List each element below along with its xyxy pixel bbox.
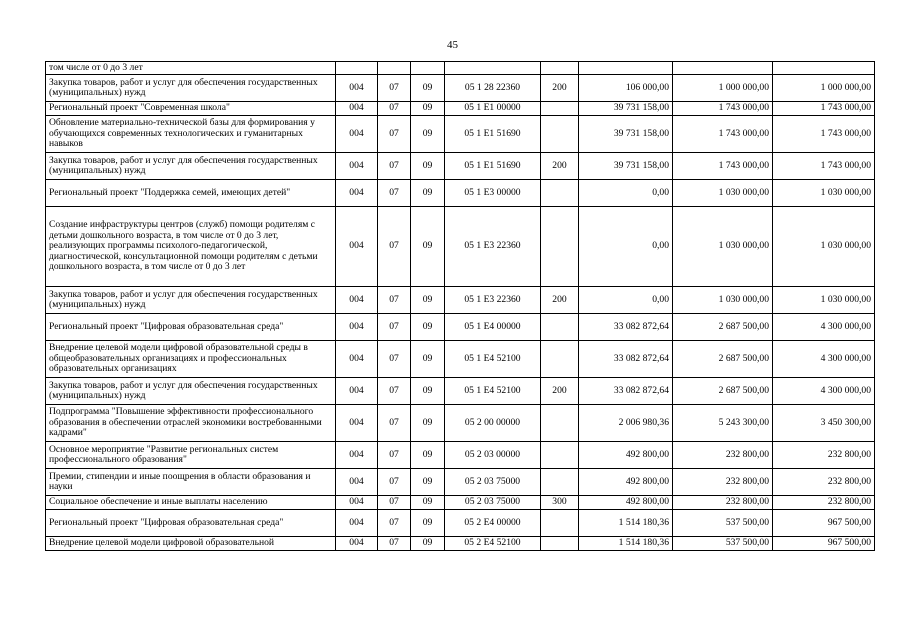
cell-csr: 05 1 E1 51690 bbox=[445, 116, 541, 153]
table-row bbox=[46, 207, 875, 287]
cell-name: Премии, стипендии и иные поощрения в области образования и науки bbox=[46, 469, 336, 496]
cell-pr: 09 bbox=[411, 116, 445, 153]
cell-rz: 07 bbox=[378, 496, 411, 510]
cell-sum-2: 1 743 000,00 bbox=[673, 102, 773, 116]
cell-vr bbox=[541, 116, 579, 153]
cell-csr: 05 1 28 22360 bbox=[445, 75, 541, 102]
cell-sum-1: 39 731 158,00 bbox=[579, 116, 673, 153]
cell-name: Социальное обеспечение и иные выплаты населению bbox=[46, 496, 336, 510]
cell-sum-2: 1 000 000,00 bbox=[673, 75, 773, 102]
cell-pr: 09 bbox=[411, 180, 445, 207]
cell-sum-3: 1 743 000,00 bbox=[773, 116, 875, 153]
cell-rz: 07 bbox=[378, 405, 411, 442]
cell-sum-1: 1 514 180,36 bbox=[579, 537, 673, 551]
cell-sum-1: 33 082 872,64 bbox=[579, 314, 673, 341]
table-row bbox=[46, 102, 875, 116]
cell-vr bbox=[541, 180, 579, 207]
cell-vr: 200 bbox=[541, 75, 579, 102]
cell-csr: 05 1 E1 00000 bbox=[445, 102, 541, 116]
cell-vr bbox=[541, 405, 579, 442]
cell-sum-3: 1 000 000,00 bbox=[773, 75, 875, 102]
cell-csr: 05 1 E4 52100 bbox=[445, 341, 541, 378]
table-row bbox=[46, 442, 875, 469]
cell-sum-2: 2 687 500,00 bbox=[673, 314, 773, 341]
cell-rz bbox=[378, 62, 411, 75]
cell-pr: 09 bbox=[411, 341, 445, 378]
cell-name: том числе от 0 до 3 лет bbox=[46, 62, 336, 75]
cell-sum-1: 1 514 180,36 bbox=[579, 510, 673, 537]
cell-sum-3 bbox=[773, 62, 875, 75]
cell-pr: 09 bbox=[411, 207, 445, 287]
cell-rz: 07 bbox=[378, 153, 411, 180]
cell-vr: 300 bbox=[541, 496, 579, 510]
page-number: 45 bbox=[447, 39, 458, 51]
cell-sum-1: 0,00 bbox=[579, 287, 673, 314]
cell-vr bbox=[541, 510, 579, 537]
cell-sum-3: 1 030 000,00 bbox=[773, 207, 875, 287]
cell-vr bbox=[541, 341, 579, 378]
cell-csr: 05 2 00 00000 bbox=[445, 405, 541, 442]
table-row bbox=[46, 378, 875, 405]
cell-sum-2: 1 030 000,00 bbox=[673, 180, 773, 207]
cell-rz: 07 bbox=[378, 116, 411, 153]
cell-vr: 200 bbox=[541, 378, 579, 405]
cell-sum-1: 106 000,00 bbox=[579, 75, 673, 102]
cell-sum-1: 492 800,00 bbox=[579, 496, 673, 510]
cell-sum-1 bbox=[579, 62, 673, 75]
cell-sum-3: 967 500,00 bbox=[773, 510, 875, 537]
cell-sum-2: 2 687 500,00 bbox=[673, 341, 773, 378]
cell-rz: 07 bbox=[378, 537, 411, 551]
cell-vr bbox=[541, 62, 579, 75]
cell-ved: 004 bbox=[336, 314, 378, 341]
cell-vr bbox=[541, 102, 579, 116]
cell-rz: 07 bbox=[378, 102, 411, 116]
cell-vr bbox=[541, 314, 579, 341]
cell-rz: 07 bbox=[378, 442, 411, 469]
cell-csr: 05 2 03 75000 bbox=[445, 469, 541, 496]
cell-sum-1: 492 800,00 bbox=[579, 469, 673, 496]
cell-sum-3: 1 743 000,00 bbox=[773, 153, 875, 180]
cell-pr: 09 bbox=[411, 510, 445, 537]
cell-sum-3: 967 500,00 bbox=[773, 537, 875, 551]
table-row bbox=[46, 510, 875, 537]
cell-name: Закупка товаров, работ и услуг для обеспечения государственных (муниципальных) нужд bbox=[46, 378, 336, 405]
table-row bbox=[46, 62, 875, 75]
cell-name: Закупка товаров, работ и услуг для обеспечения государственных (муниципальных) нужд bbox=[46, 75, 336, 102]
table-row bbox=[46, 537, 875, 551]
cell-ved: 004 bbox=[336, 75, 378, 102]
cell-sum-1: 0,00 bbox=[579, 207, 673, 287]
cell-csr: 05 1 E4 00000 bbox=[445, 314, 541, 341]
cell-sum-1: 492 800,00 bbox=[579, 442, 673, 469]
cell-sum-3: 4 300 000,00 bbox=[773, 341, 875, 378]
cell-sum-3: 1 743 000,00 bbox=[773, 102, 875, 116]
cell-sum-3: 4 300 000,00 bbox=[773, 378, 875, 405]
cell-csr: 05 1 E4 52100 bbox=[445, 378, 541, 405]
table-row bbox=[46, 287, 875, 314]
cell-sum-2: 232 800,00 bbox=[673, 496, 773, 510]
cell-pr: 09 bbox=[411, 287, 445, 314]
cell-sum-3: 4 300 000,00 bbox=[773, 314, 875, 341]
cell-name: Закупка товаров, работ и услуг для обеспечения государственных (муниципальных) нужд bbox=[46, 287, 336, 314]
cell-sum-2: 5 243 300,00 bbox=[673, 405, 773, 442]
cell-name: Основное мероприятие "Развитие региональных систем профессионального образования" bbox=[46, 442, 336, 469]
cell-sum-3: 232 800,00 bbox=[773, 442, 875, 469]
cell-name: Региональный проект "Цифровая образовательная среда" bbox=[46, 314, 336, 341]
cell-ved: 004 bbox=[336, 116, 378, 153]
cell-csr: 05 1 E3 00000 bbox=[445, 180, 541, 207]
cell-sum-2: 1 743 000,00 bbox=[673, 153, 773, 180]
cell-name: Создание инфраструктуры центров (служб) помощи родителям с детьми дошкольного возраста, в том числе от 0 до 3 лет, реализующих программы психолого-педагогической, диагностической, консультационной помощи родителям с детьми дошкольного возраста, в том числе от 0 до 3 лет bbox=[46, 207, 336, 287]
cell-rz: 07 bbox=[378, 378, 411, 405]
cell-pr: 09 bbox=[411, 537, 445, 551]
cell-sum-3: 232 800,00 bbox=[773, 496, 875, 510]
table-row bbox=[46, 75, 875, 102]
cell-rz: 07 bbox=[378, 469, 411, 496]
cell-pr: 09 bbox=[411, 442, 445, 469]
cell-csr: 05 2 E4 52100 bbox=[445, 537, 541, 551]
cell-vr bbox=[541, 537, 579, 551]
cell-sum-3: 1 030 000,00 bbox=[773, 287, 875, 314]
cell-rz: 07 bbox=[378, 341, 411, 378]
cell-name: Обновление материально-технической базы для формирования у обучающихся современных технологических и гуманитарных навыков bbox=[46, 116, 336, 153]
cell-pr: 09 bbox=[411, 314, 445, 341]
cell-vr bbox=[541, 442, 579, 469]
cell-csr: 05 1 E1 51690 bbox=[445, 153, 541, 180]
cell-ved: 004 bbox=[336, 537, 378, 551]
cell-sum-1: 0,00 bbox=[579, 180, 673, 207]
cell-rz: 07 bbox=[378, 314, 411, 341]
cell-name: Региональный проект "Поддержка семей, имеющих детей" bbox=[46, 180, 336, 207]
cell-sum-2: 537 500,00 bbox=[673, 537, 773, 551]
cell-sum-1: 33 082 872,64 bbox=[579, 378, 673, 405]
cell-sum-1: 39 731 158,00 bbox=[579, 102, 673, 116]
cell-pr: 09 bbox=[411, 496, 445, 510]
cell-name: Внедрение целевой модели цифровой образовательной bbox=[46, 537, 336, 551]
cell-sum-3: 1 030 000,00 bbox=[773, 180, 875, 207]
cell-ved: 004 bbox=[336, 405, 378, 442]
cell-sum-3: 232 800,00 bbox=[773, 469, 875, 496]
cell-sum-1: 33 082 872,64 bbox=[579, 341, 673, 378]
table-row bbox=[46, 153, 875, 180]
cell-pr: 09 bbox=[411, 405, 445, 442]
table-row bbox=[46, 314, 875, 341]
budget-table bbox=[45, 61, 875, 551]
cell-csr: 05 2 E4 00000 bbox=[445, 510, 541, 537]
cell-sum-2: 232 800,00 bbox=[673, 469, 773, 496]
cell-name: Закупка товаров, работ и услуг для обеспечения государственных (муниципальных) нужд bbox=[46, 153, 336, 180]
cell-ved: 004 bbox=[336, 510, 378, 537]
cell-ved: 004 bbox=[336, 180, 378, 207]
cell-ved: 004 bbox=[336, 442, 378, 469]
cell-rz: 07 bbox=[378, 207, 411, 287]
cell-name: Подпрограмма "Повышение эффективности профессионального образования в обеспечении отраслей экономики востребованными кадрами" bbox=[46, 405, 336, 442]
table-row bbox=[46, 180, 875, 207]
cell-sum-2: 537 500,00 bbox=[673, 510, 773, 537]
cell-rz: 07 bbox=[378, 287, 411, 314]
cell-rz: 07 bbox=[378, 510, 411, 537]
cell-csr: 05 1 E3 22360 bbox=[445, 207, 541, 287]
cell-ved bbox=[336, 62, 378, 75]
cell-name: Региональный проект "Цифровая образовательная среда" bbox=[46, 510, 336, 537]
cell-vr: 200 bbox=[541, 153, 579, 180]
cell-pr bbox=[411, 62, 445, 75]
cell-csr: 05 2 03 00000 bbox=[445, 442, 541, 469]
cell-ved: 004 bbox=[336, 341, 378, 378]
cell-ved: 004 bbox=[336, 378, 378, 405]
cell-vr bbox=[541, 207, 579, 287]
table-row bbox=[46, 469, 875, 496]
cell-rz: 07 bbox=[378, 75, 411, 102]
table-row bbox=[46, 341, 875, 378]
cell-sum-2: 1 743 000,00 bbox=[673, 116, 773, 153]
cell-pr: 09 bbox=[411, 102, 445, 116]
cell-pr: 09 bbox=[411, 378, 445, 405]
cell-sum-1: 2 006 980,36 bbox=[579, 405, 673, 442]
table-row bbox=[46, 496, 875, 510]
cell-csr: 05 1 E3 22360 bbox=[445, 287, 541, 314]
cell-sum-3: 3 450 300,00 bbox=[773, 405, 875, 442]
cell-sum-2: 232 800,00 bbox=[673, 442, 773, 469]
table-row bbox=[46, 116, 875, 153]
cell-csr bbox=[445, 62, 541, 75]
cell-sum-2: 2 687 500,00 bbox=[673, 378, 773, 405]
cell-sum-1: 39 731 158,00 bbox=[579, 153, 673, 180]
cell-sum-2: 1 030 000,00 bbox=[673, 287, 773, 314]
cell-pr: 09 bbox=[411, 153, 445, 180]
cell-pr: 09 bbox=[411, 75, 445, 102]
cell-name: Региональный проект "Современная школа" bbox=[46, 102, 336, 116]
cell-csr: 05 2 03 75000 bbox=[445, 496, 541, 510]
cell-ved: 004 bbox=[336, 287, 378, 314]
cell-name: Внедрение целевой модели цифровой образовательной среды в общеобразовательных организациях и профессиональных образовательных организациях bbox=[46, 341, 336, 378]
cell-vr: 200 bbox=[541, 287, 579, 314]
cell-vr bbox=[541, 469, 579, 496]
cell-ved: 004 bbox=[336, 496, 378, 510]
cell-ved: 004 bbox=[336, 469, 378, 496]
table-row bbox=[46, 405, 875, 442]
cell-rz: 07 bbox=[378, 180, 411, 207]
cell-ved: 004 bbox=[336, 102, 378, 116]
table-body bbox=[46, 62, 875, 551]
cell-pr: 09 bbox=[411, 469, 445, 496]
cell-ved: 004 bbox=[336, 153, 378, 180]
cell-sum-2: 1 030 000,00 bbox=[673, 207, 773, 287]
cell-ved: 004 bbox=[336, 207, 378, 287]
cell-sum-2 bbox=[673, 62, 773, 75]
